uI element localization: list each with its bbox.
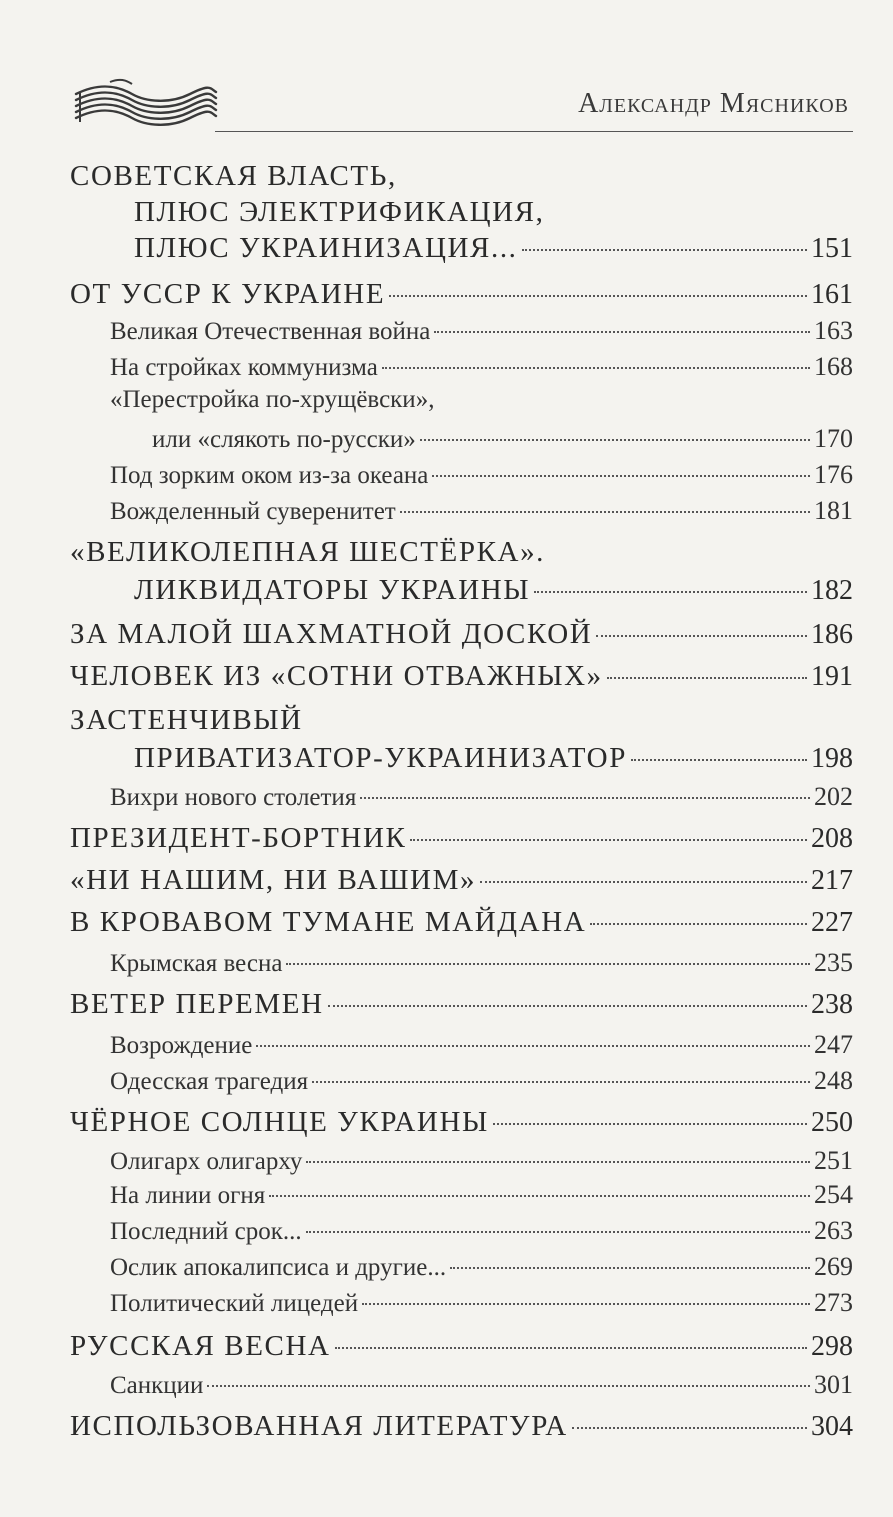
dot-leader [286,963,810,965]
dot-leader [420,439,810,441]
toc-page-number: 273 [814,1288,853,1317]
running-head-author: Александр Мясников [578,88,849,119]
toc-entry-title: Одесская трагедия [110,1068,309,1095]
toc-entry[interactable] [110,460,853,490]
dot-leader [382,367,810,369]
dot-leader [596,635,807,637]
toc-entry-title: Ослик апокалипсиса и другие... [110,1254,447,1281]
toc-entry-title: ЛИКВИДАТОРЫ УКРАИНЫ [134,574,531,606]
toc-entry-title: На стройках коммунизма [110,354,378,381]
toc-entry-title: Вихри нового столетия [110,784,357,811]
toc-entry[interactable] [110,782,853,812]
toc-entry[interactable] [110,316,853,346]
dot-leader [362,1303,810,1305]
toc-entry[interactable] [134,574,853,607]
toc-entry-title: «НИ НАШИМ, НИ ВАШИМ» [70,864,477,896]
toc-page-number: 254 [814,1180,853,1209]
dot-leader [493,1123,807,1125]
toc-page-number: 251 [814,1146,853,1175]
dot-leader [389,295,807,297]
dot-leader [335,1347,807,1349]
toc-entry-title: ЧЕЛОВЕК ИЗ «СОТНИ ОТВАЖНЫХ» [70,660,603,692]
dot-leader [400,511,810,513]
dot-leader [410,839,807,841]
toc-entry-line: ЗАСТЕНЧИВЫЙ [70,704,303,736]
toc-entry-line: «ВЕЛИКОЛЕПНАЯ ШЕСТЁРКА». [70,536,546,568]
toc-entry[interactable] [70,864,853,897]
toc-entry[interactable] [134,742,853,775]
toc-page-number: 248 [814,1066,853,1095]
toc-page-number: 208 [811,823,853,854]
toc-entry-title: ВЕТЕР ПЕРЕМЕН [70,988,324,1020]
toc-page-number: 198 [811,743,853,774]
dot-leader [450,1267,810,1269]
dot-leader [306,1161,810,1163]
toc-page-number: 151 [811,233,853,264]
toc-entry[interactable] [110,1030,853,1060]
toc-page-number: 191 [811,661,853,692]
toc-entry[interactable] [70,618,853,651]
toc-entry-title: На линии огня [110,1182,266,1209]
toc-entry-title: ПЛЮС УКРАИНИЗАЦИЯ... [134,232,518,264]
toc-entry-line: «Перестройка по-хрущёвски», [110,386,435,413]
dot-leader [607,677,807,679]
toc-entry-line: СОВЕТСКАЯ ВЛАСТЬ, [70,160,397,192]
toc-entry-title: Вожделенный суверенитет [110,498,396,525]
toc-entry[interactable] [70,1410,853,1443]
toc-entry[interactable] [70,278,853,311]
toc-entry-title: ПРИВАТИЗАТОР-УКРАИНИЗАТОР [134,742,627,774]
toc-entry-title: РУССКАЯ ВЕСНА [70,1330,331,1362]
toc-entry[interactable] [110,1370,853,1400]
toc-entry[interactable] [110,1216,853,1246]
toc-entry[interactable] [134,232,853,265]
toc-page-number: 182 [811,575,853,606]
toc-entry[interactable] [110,1146,853,1176]
toc-entry[interactable] [110,948,853,978]
toc-entry[interactable] [70,906,853,939]
toc-page-number: 163 [814,316,853,345]
ribbon-flag-icon [70,72,220,130]
toc-page-number: 301 [814,1370,853,1399]
toc-page-number: 238 [811,989,853,1020]
toc-page-number: 235 [814,948,853,977]
dot-leader [306,1231,810,1233]
dot-leader [207,1385,810,1387]
toc-page-number: 181 [814,496,853,525]
dot-leader [480,881,807,883]
toc-entry-title: Возрождение [110,1032,253,1059]
toc-entry-title: Под зорким оком из-за океана [110,462,429,489]
dot-leader [328,1005,807,1007]
toc-entry[interactable] [70,988,853,1021]
dot-leader [434,331,810,333]
toc-entry[interactable] [70,660,853,693]
toc-entry-title: Политический лицедей [110,1290,359,1317]
toc-page-number: 298 [811,1331,853,1362]
dot-leader [432,475,810,477]
toc-page-number: 217 [811,865,853,896]
toc-entry[interactable] [110,1180,853,1210]
toc-entry-line: ПЛЮС ЭЛЕКТРИФИКАЦИЯ, [134,196,545,228]
toc-page-number: 247 [814,1030,853,1059]
toc-entry-title: Олигарх олигарху [110,1148,303,1175]
toc-entry-title: ИСПОЛЬЗОВАННАЯ ЛИТЕРАТУРА [70,1410,568,1442]
toc-page-number: 304 [811,1411,853,1442]
toc-page-number: 161 [811,279,853,310]
toc-entry-title: ОТ УССР К УКРАИНЕ [70,278,386,310]
dot-leader [522,249,807,251]
toc-entry-title: ЗА МАЛОЙ ШАХМАТНОЙ ДОСКОЙ [70,618,593,650]
toc-page-number: 263 [814,1216,853,1245]
toc-entry-title: Санкции [110,1372,204,1399]
dot-leader [256,1045,810,1047]
dot-leader [360,797,810,799]
header-rule [215,131,853,132]
toc-page-number: 202 [814,782,853,811]
toc-page-number: 250 [811,1107,853,1138]
toc-entry-title: В КРОВАВОМ ТУМАНЕ МАЙДАНА [70,906,587,938]
toc-page-number: 176 [814,460,853,489]
dot-leader [312,1081,810,1083]
toc-page-number: 168 [814,352,853,381]
dot-leader [572,1427,807,1429]
dot-leader [590,923,807,925]
toc-page-number: 269 [814,1252,853,1281]
toc-entry[interactable] [110,1288,853,1318]
toc-entry-title: или «слякоть по-русски» [152,426,416,453]
dot-leader [631,759,807,761]
toc-entry-title: ПРЕЗИДЕНТ-БОРТНИК [70,822,407,854]
dot-leader [534,591,807,593]
toc-entry[interactable] [152,424,853,454]
toc-page-number: 227 [811,907,853,938]
toc-entry-title: Последний срок... [110,1218,302,1245]
toc-entry[interactable] [110,496,853,526]
toc-entry[interactable] [110,1066,853,1096]
toc-entry-title: Крымская весна [110,950,283,977]
toc-entry[interactable] [110,1252,853,1282]
toc-page-number: 170 [814,424,853,453]
toc-entry[interactable] [70,822,853,855]
dot-leader [269,1195,810,1197]
toc-entry[interactable] [110,352,853,382]
toc-entry-title: ЧЁРНОЕ СОЛНЦЕ УКРАИНЫ [70,1106,489,1138]
toc-entry-title: Великая Отечественная война [110,318,431,345]
toc-page-number: 186 [811,619,853,650]
toc-entry[interactable] [70,1330,853,1363]
toc-entry[interactable] [70,1106,853,1139]
